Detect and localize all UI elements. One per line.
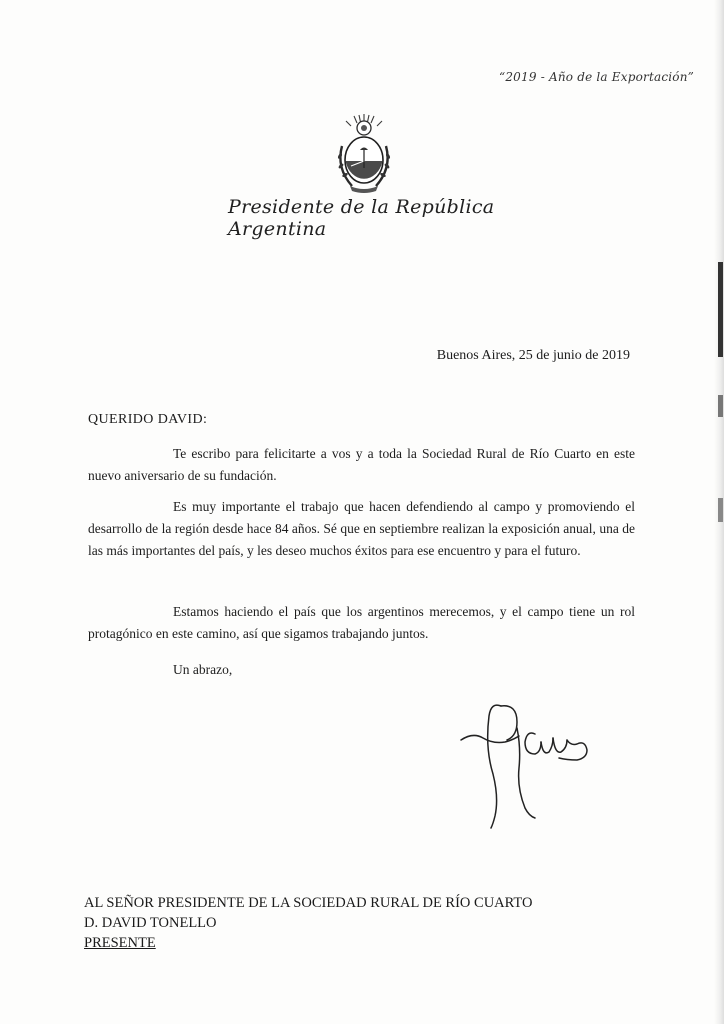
addressee-block (84, 893, 533, 953)
addressee-line: AL SEÑOR PRESIDENTE DE LA SOCIEDAD RURAL DE RÍO CUARTO (84, 895, 533, 911)
signature-image (455, 698, 630, 833)
date-line: Buenos Aires, 25 de junio de 2019 (436, 348, 630, 363)
addressee-present: PRESENTE (84, 935, 156, 951)
coat-of-arms-icon (330, 112, 398, 196)
salutation: QUERIDO DAVID: (88, 412, 208, 427)
body-paragraph: Estamos haciendo el país que los argentinos merecemos, y el campo tiene un rol protagónico en este camino, así que sigamos trabajando juntos. (88, 604, 635, 641)
closing-line: Un abrazo, (173, 662, 233, 677)
scan-edge-mark (718, 262, 723, 357)
letterhead-title: Presidente de la República Argentina (228, 196, 495, 240)
year-motto: “2019 - Año de la Exportación” (499, 70, 694, 84)
scan-edge-mark (718, 395, 723, 417)
body-paragraph: Te escribo para felicitarte a vos y a toda la Sociedad Rural de Río Cuarto en este nuevo aniversario de su fundación. (88, 446, 635, 483)
body-paragraph: Es muy importante el trabajo que hacen defendiendo al campo y promoviendo el desarrollo de la región desde hace 84 años. Sé que en septiembre realizan la exposición anual, una de las más importantes del país, y les deseo muchos éxitos para ese encuentro y para el futuro. (88, 499, 635, 558)
addressee-name: D. DAVID TONELLO (84, 915, 217, 931)
scan-edge-mark (718, 498, 723, 522)
